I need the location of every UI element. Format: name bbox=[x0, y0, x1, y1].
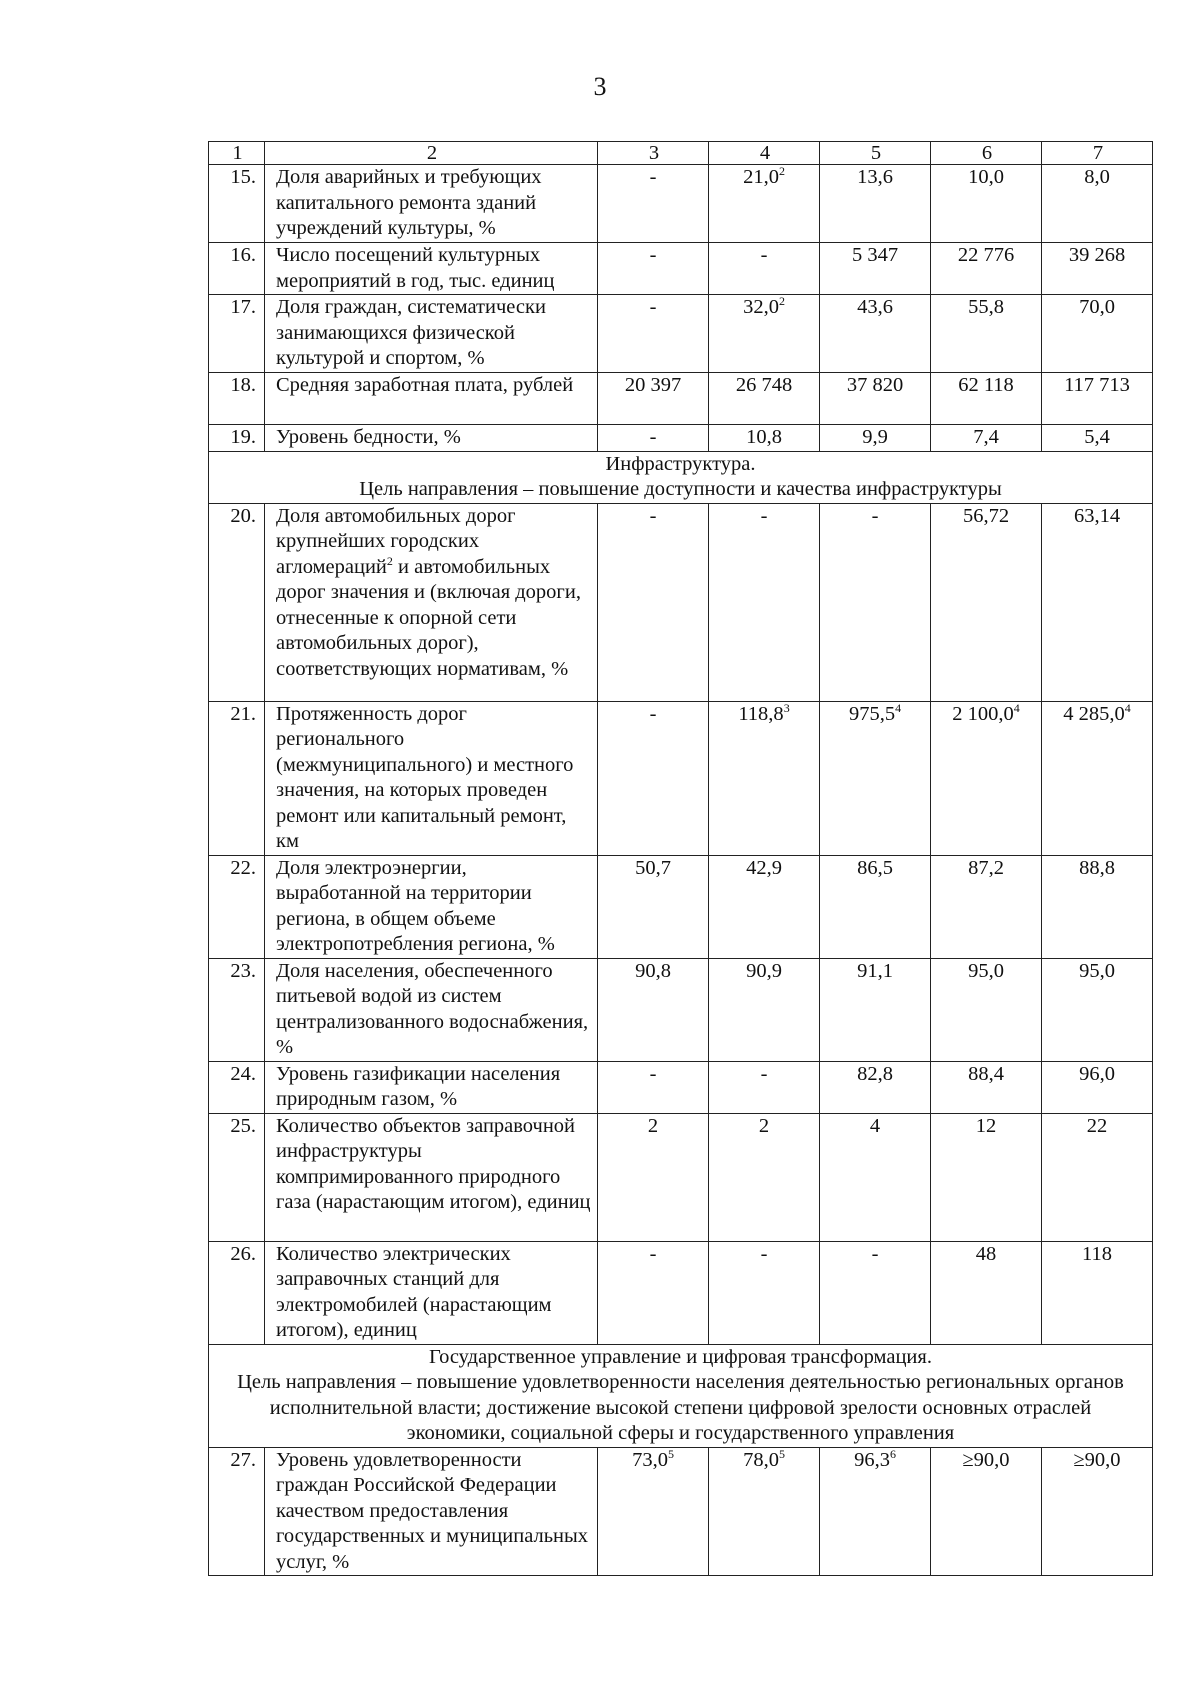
value-cell bbox=[820, 503, 931, 701]
value-text: 87,2 bbox=[968, 856, 1004, 879]
table-row bbox=[209, 1061, 1153, 1113]
value-text: 118 bbox=[1082, 1242, 1112, 1265]
value-cell bbox=[931, 373, 1042, 425]
value-text: 96,3 bbox=[854, 1448, 890, 1471]
row-number: 27. bbox=[209, 1447, 265, 1576]
value-cell bbox=[1042, 295, 1153, 373]
value-cell bbox=[1042, 1113, 1153, 1241]
value-cell bbox=[709, 503, 820, 701]
value-text: 21,0 bbox=[743, 166, 779, 188]
table-row bbox=[209, 958, 1153, 1061]
value-cell bbox=[1042, 1061, 1153, 1113]
value-cell bbox=[820, 373, 931, 425]
value-text: 32,0 bbox=[743, 296, 779, 318]
value-cell bbox=[709, 243, 820, 295]
value-text: 7,4 bbox=[973, 426, 999, 448]
value-cell bbox=[931, 503, 1042, 701]
footnote-marker: 5 bbox=[667, 1446, 674, 1461]
value-cell bbox=[1042, 165, 1153, 243]
value-text: 95,0 bbox=[1079, 959, 1115, 982]
value-text: 10,0 bbox=[968, 166, 1004, 188]
value-cell bbox=[598, 425, 709, 452]
value-text: - bbox=[649, 296, 657, 318]
footnote-marker: 2 bbox=[778, 294, 785, 309]
value-text: - bbox=[649, 702, 657, 725]
value-text: - bbox=[649, 1242, 657, 1265]
value-text: ≥90,0 bbox=[1073, 1448, 1121, 1471]
footnote-marker: 4 bbox=[1124, 700, 1131, 715]
value-text: - bbox=[760, 244, 768, 266]
value-cell bbox=[820, 701, 931, 855]
value-cell bbox=[598, 165, 709, 243]
row-number: 25. bbox=[209, 1113, 265, 1241]
value-cell bbox=[820, 855, 931, 958]
value-cell bbox=[820, 243, 931, 295]
table-row bbox=[209, 425, 1153, 452]
section-row bbox=[209, 451, 1153, 503]
value-cell bbox=[1042, 425, 1153, 452]
value-cell bbox=[709, 1113, 820, 1241]
value-cell bbox=[931, 1113, 1042, 1241]
table-row bbox=[209, 503, 1153, 701]
value-cell bbox=[820, 1447, 931, 1576]
indicators-table bbox=[208, 141, 1153, 1576]
value-cell bbox=[1042, 243, 1153, 295]
value-text: 39 268 bbox=[1068, 244, 1126, 266]
value-text: 10,8 bbox=[746, 426, 782, 448]
table-row bbox=[209, 1447, 1153, 1576]
header-cell: 4 bbox=[709, 142, 820, 165]
value-cell bbox=[598, 295, 709, 373]
value-text: 78,0 bbox=[743, 1448, 779, 1471]
value-text: 90,8 bbox=[635, 959, 671, 982]
row-number: 16. bbox=[209, 243, 265, 295]
value-cell bbox=[598, 243, 709, 295]
value-text: - bbox=[760, 1242, 768, 1265]
row-number: 21. bbox=[209, 701, 265, 855]
indicator-label: Уровень бедности, % bbox=[265, 425, 598, 452]
value-cell bbox=[598, 503, 709, 701]
footnote-marker: 4 bbox=[895, 700, 902, 715]
label-part: и автомобильных дорог значения и (включая дороги, отнесенные к опорной сети автомобильных дорог), соответствующих нормативам, % bbox=[276, 555, 581, 680]
value-text: 55,8 bbox=[968, 296, 1004, 318]
value-cell bbox=[1042, 1241, 1153, 1344]
value-cell bbox=[598, 855, 709, 958]
value-text: - bbox=[760, 504, 768, 527]
value-cell bbox=[709, 165, 820, 243]
section-heading bbox=[209, 451, 1153, 503]
table-row bbox=[209, 165, 1153, 243]
value-text: ≥90,0 bbox=[962, 1448, 1010, 1471]
section-goal: Цель направления – повышение удовлетворенности населения деятельностью региональных органов исполнительной власти; достижение высокой степени цифровой зрелости основных отраслей экономики, социальной сферы и государственного управления bbox=[237, 1371, 1124, 1444]
value-cell bbox=[931, 701, 1042, 855]
value-text: 9,9 bbox=[862, 426, 888, 448]
value-cell bbox=[598, 1447, 709, 1576]
value-text: 43,6 bbox=[857, 296, 893, 318]
indicator-label bbox=[265, 503, 598, 701]
value-cell bbox=[1042, 958, 1153, 1061]
value-cell bbox=[1042, 373, 1153, 425]
value-text: 88,8 bbox=[1079, 856, 1115, 879]
value-cell bbox=[1042, 701, 1153, 855]
indicator-label: Доля аварийных и требующих капитального ремонта зданий учреждений культуры, % bbox=[265, 165, 598, 243]
table-row bbox=[209, 701, 1153, 855]
value-text: 90,9 bbox=[746, 959, 782, 982]
indicator-label: Доля граждан, систематически занимающихся физической культурой и спортом, % bbox=[265, 295, 598, 373]
value-text: - bbox=[649, 1062, 657, 1085]
table-row bbox=[209, 1241, 1153, 1344]
row-number: 24. bbox=[209, 1061, 265, 1113]
header-cell: 3 bbox=[598, 142, 709, 165]
header-cell: 7 bbox=[1042, 142, 1153, 165]
section-heading bbox=[209, 1344, 1153, 1447]
value-cell bbox=[931, 165, 1042, 243]
value-cell bbox=[931, 1241, 1042, 1344]
section-row bbox=[209, 1344, 1153, 1447]
value-cell bbox=[598, 1113, 709, 1241]
section-title: Инфраструктура. bbox=[605, 452, 756, 475]
row-number: 15. bbox=[209, 165, 265, 243]
value-cell bbox=[709, 958, 820, 1061]
header-cell: 1 bbox=[209, 142, 265, 165]
value-text: 5 347 bbox=[851, 244, 899, 266]
value-text: 2 100,0 bbox=[952, 702, 1014, 725]
footnote-marker: 6 bbox=[889, 1446, 896, 1461]
table-row bbox=[209, 855, 1153, 958]
value-text: 4 bbox=[869, 1114, 881, 1137]
indicator-label: Количество электрических заправочных станций для электромобилей (нарастающим итогом), единиц bbox=[265, 1241, 598, 1344]
indicator-label: Средняя заработная плата, рублей bbox=[265, 373, 598, 425]
table-body bbox=[209, 142, 1153, 1576]
value-cell bbox=[931, 425, 1042, 452]
value-text: 70,0 bbox=[1079, 296, 1115, 318]
label-part: Доля автомобильных дорог крупнейших городских агломераций bbox=[276, 504, 516, 578]
value-cell bbox=[820, 1061, 931, 1113]
value-text: - bbox=[649, 244, 657, 266]
indicator-label: Протяженность дорог регионального (межмуниципального) и местного значения, на которых проведен ремонт или капитальный ремонт, км bbox=[265, 701, 598, 855]
value-cell bbox=[709, 701, 820, 855]
value-text: 73,0 bbox=[632, 1448, 668, 1471]
value-cell bbox=[931, 1447, 1042, 1576]
value-cell bbox=[820, 425, 931, 452]
value-cell bbox=[931, 958, 1042, 1061]
indicator-label: Уровень удовлетворенности граждан Российской Федерации качеством предоставления государственных и муниципальных услуг, % bbox=[265, 1447, 598, 1576]
value-text: 2 bbox=[758, 1114, 770, 1137]
value-text: 20 397 bbox=[624, 374, 682, 396]
value-text: 48 bbox=[975, 1242, 997, 1265]
value-text: - bbox=[649, 426, 657, 448]
indicator-label: Число посещений культурных мероприятий в год, тыс. единиц bbox=[265, 243, 598, 295]
value-text: 5,4 bbox=[1084, 426, 1110, 448]
value-cell bbox=[1042, 1447, 1153, 1576]
value-text: 4 285,0 bbox=[1063, 702, 1125, 725]
value-text: - bbox=[649, 166, 657, 188]
footnote-marker: 2 bbox=[386, 553, 393, 568]
value-text: 975,5 bbox=[848, 702, 896, 725]
page-number: 3 bbox=[593, 72, 607, 101]
value-cell bbox=[931, 1061, 1042, 1113]
value-text: 37 820 bbox=[846, 374, 904, 396]
value-text: - bbox=[760, 1062, 768, 1085]
value-cell bbox=[931, 855, 1042, 958]
value-text: 26 748 bbox=[735, 374, 793, 396]
indicator-label: Количество объектов заправочной инфраструктуры компримированного природного газа (нарастающим итогом), единиц bbox=[265, 1113, 598, 1241]
value-text: - bbox=[649, 504, 657, 527]
row-number: 18. bbox=[209, 373, 265, 425]
section-title: Государственное управление и цифровая трансформация. bbox=[429, 1345, 932, 1368]
value-text: 86,5 bbox=[857, 856, 893, 879]
value-text: 56,72 bbox=[962, 504, 1010, 527]
table-row bbox=[209, 1113, 1153, 1241]
value-cell bbox=[1042, 503, 1153, 701]
footnote-marker: 3 bbox=[783, 700, 790, 715]
value-cell bbox=[709, 425, 820, 452]
value-text: 117 713 bbox=[1064, 374, 1130, 396]
row-number: 20. bbox=[209, 503, 265, 701]
value-text: 8,0 bbox=[1084, 166, 1110, 188]
value-cell bbox=[820, 295, 931, 373]
value-cell bbox=[931, 295, 1042, 373]
indicator-label: Доля населения, обеспеченного питьевой водой из систем централизованного водоснабжения, % bbox=[265, 958, 598, 1061]
row-number: 22. bbox=[209, 855, 265, 958]
value-text: - bbox=[871, 1242, 879, 1265]
value-text: 82,8 bbox=[857, 1062, 893, 1085]
value-cell bbox=[709, 373, 820, 425]
value-text: 118,8 bbox=[738, 702, 784, 725]
value-cell bbox=[598, 373, 709, 425]
value-text: 50,7 bbox=[635, 856, 671, 879]
indicator-label: Уровень газификации населения природным газом, % bbox=[265, 1061, 598, 1113]
value-cell bbox=[709, 1241, 820, 1344]
footnote-marker: 5 bbox=[778, 1446, 785, 1461]
value-cell bbox=[598, 958, 709, 1061]
header-row bbox=[209, 142, 1153, 165]
value-cell bbox=[709, 295, 820, 373]
value-text: 22 bbox=[1086, 1114, 1108, 1137]
value-cell bbox=[931, 243, 1042, 295]
value-cell bbox=[820, 1113, 931, 1241]
value-cell bbox=[820, 165, 931, 243]
value-text: 13,6 bbox=[857, 166, 893, 188]
value-text: 2 bbox=[647, 1114, 659, 1137]
value-cell bbox=[1042, 855, 1153, 958]
row-number: 17. bbox=[209, 295, 265, 373]
value-cell bbox=[709, 1061, 820, 1113]
section-goal: Цель направления – повышение доступности и качества инфраструктуры bbox=[359, 478, 1002, 500]
value-text: 22 776 bbox=[957, 244, 1015, 266]
row-number: 26. bbox=[209, 1241, 265, 1344]
value-text: 95,0 bbox=[968, 959, 1004, 982]
value-text: 12 bbox=[975, 1114, 997, 1137]
value-cell bbox=[820, 958, 931, 1061]
value-text: 88,4 bbox=[968, 1062, 1004, 1085]
value-cell bbox=[598, 701, 709, 855]
table-row bbox=[209, 243, 1153, 295]
value-text: 96,0 bbox=[1079, 1062, 1115, 1085]
footnote-marker: 2 bbox=[778, 164, 785, 179]
footnote-marker: 4 bbox=[1013, 700, 1020, 715]
value-text: 91,1 bbox=[857, 959, 893, 982]
row-number: 23. bbox=[209, 958, 265, 1061]
table-row bbox=[209, 373, 1153, 425]
table-row bbox=[209, 295, 1153, 373]
value-text: 42,9 bbox=[746, 856, 782, 879]
value-text: - bbox=[871, 504, 879, 527]
value-cell bbox=[709, 855, 820, 958]
value-cell bbox=[598, 1241, 709, 1344]
value-cell bbox=[709, 1447, 820, 1576]
value-cell bbox=[820, 1241, 931, 1344]
value-text: 63,14 bbox=[1073, 504, 1121, 527]
row-number: 19. bbox=[209, 425, 265, 452]
value-text: 62 118 bbox=[958, 374, 1014, 396]
header-cell: 5 bbox=[820, 142, 931, 165]
value-cell bbox=[598, 1061, 709, 1113]
header-cell: 2 bbox=[265, 142, 598, 165]
indicator-label: Доля электроэнергии, выработанной на территории региона, в общем объеме электропотребления региона, % bbox=[265, 855, 598, 958]
header-cell: 6 bbox=[931, 142, 1042, 165]
